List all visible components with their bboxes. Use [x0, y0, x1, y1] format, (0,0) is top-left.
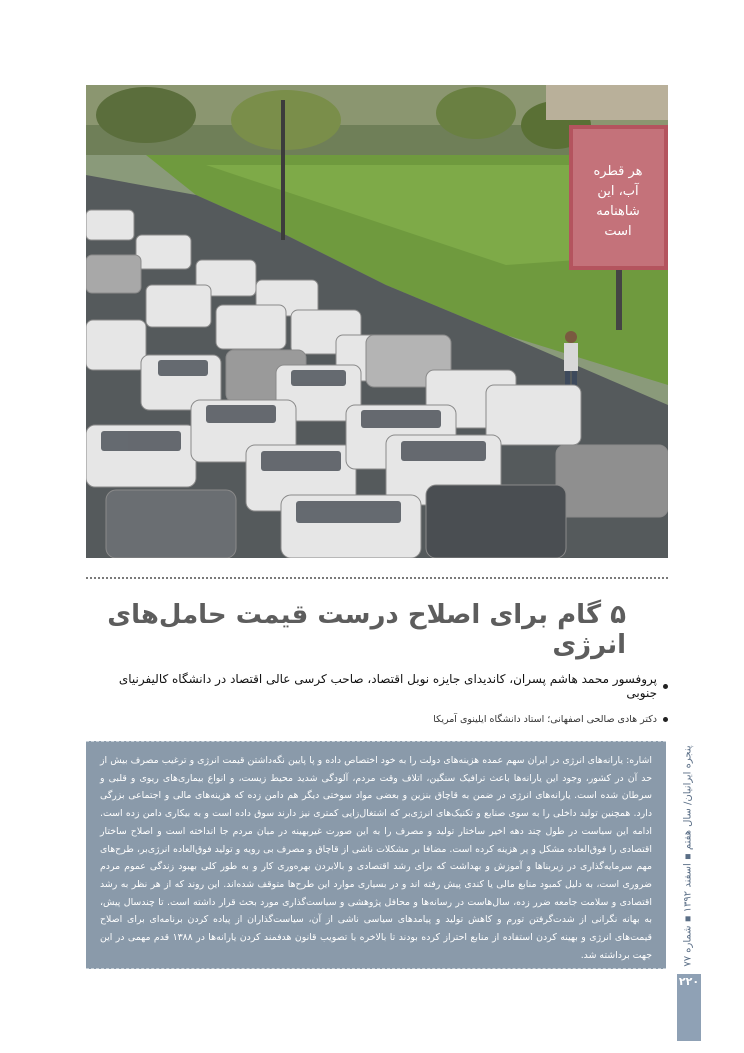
author-item — [86, 714, 668, 725]
svg-text:شاهنامه: شاهنامه — [596, 204, 640, 219]
abstract-box — [86, 741, 666, 969]
page-number: ۲۲۰ — [678, 975, 700, 988]
traffic-photo-illustration — [86, 85, 668, 558]
bullet-icon — [663, 684, 668, 689]
section-divider — [86, 577, 668, 579]
svg-text:آب، این: آب، این — [597, 184, 639, 199]
svg-text:هر قطره: هر قطره — [593, 164, 643, 179]
running-head: پنجره ایرانیان/ سال هفتم ▪ اسفند ۱۳۹۲ ▪ شماره ۷۷ — [682, 745, 694, 967]
bullet-icon — [663, 717, 668, 722]
author-name: دکتر هادی صالحی اصفهانی؛ استاد دانشگاه ایلینوی آمریکا — [433, 714, 657, 725]
author-name: پروفسور محمد هاشم پسران، کاندیدای جایزه نوبل اقتصاد، صاحب کرسی عالی اقتصاد در دانشگاه کالیفرنیای جنوبی — [118, 672, 657, 700]
abstract-text: اشاره: یارانه‌های انرژی در ایران سهم عمده هزینه‌های دولت را به خود اختصاص داده و پا پایین نگه‌داشتن قیمت انرژی و ترغیب مصرف بیش از حد آن در کشور، وجود این یارانه‌ها باعث ترافیک سنگین، اتلاف وقت مردم، آلودگی شدید محیط زیست، و انواع بیماری‌های ریوی و قلبی و سرطان شده است. یارانه‌های انرژی در ضمن به قاچاق بنزین و بعضی مواد سوختی دیگر هم دامن زده که هزینه‌های مالی و اجتماعی بزرگی دارد. همچنین تولید داخلی را به سوی صنایع و تکنیک‌های انرژی‌بر که اشتغال‌زایی کمتری نیز دارند سوق داده است و به بیکاری دامن زده است. ادامه این سیاست در طول چند دهه اخیر ساختار تولید و مصرف را به این صورت غیربهینه در میان مردم جا انداخته است و اصلاح ساختار اقتصادی را فوق‌العاده مشکل و پر هزینه کرده است. مضافا بر مشکلات ناشی از قاچاق و مصرف بی رویه و تولید فوق‌العاده انرژی‌بر، طرح‌های مهم سرمایه‌گذاری در زیربناها و آموزش و بهداشت که برای رشد اقتصادی و بالابردن بهره‌وری کار و به طور کلی بهبود زندگی عموم مردم ضروری است، به دلیل کمبود منابع مالی یا کندی پیش رفته اند و در بسیاری موارد این طرح‌ها متوقف شده‌اند. این روند که از هر نظر به رشد اقتصادی و سلامت جامعه ضرر زده، سال‌هاست در رسانه‌ها و محافل پژوهشی و سیاست‌گذاری مورد بحث قرار داشته است. تا چندسال پیش، به بهانه نگرانی از شدت‌گرفتن تورم و کاهش تولید و پیامدهای سیاسی ناشی از آن، سیاست‌گذاران از پیاده کردن برنامه‌ای برای اصلاح قیمت‌های انرژی و بهینه کردن استفاده از منابع احتراز کرده بودند تا بالاخره با تصویب قانون هدفمند کردن یارانه‌ها در ۱۳۸۸ قدم مهمی در این جهت برداشته شد. — [100, 755, 653, 961]
author-list — [86, 672, 668, 739]
svg-text:است: است — [604, 224, 632, 239]
author-item — [86, 672, 668, 700]
article-title: ۵ گام برای اصلاح درست قیمت حامل‌های انرژی — [107, 600, 626, 660]
traffic-photo — [86, 85, 668, 558]
